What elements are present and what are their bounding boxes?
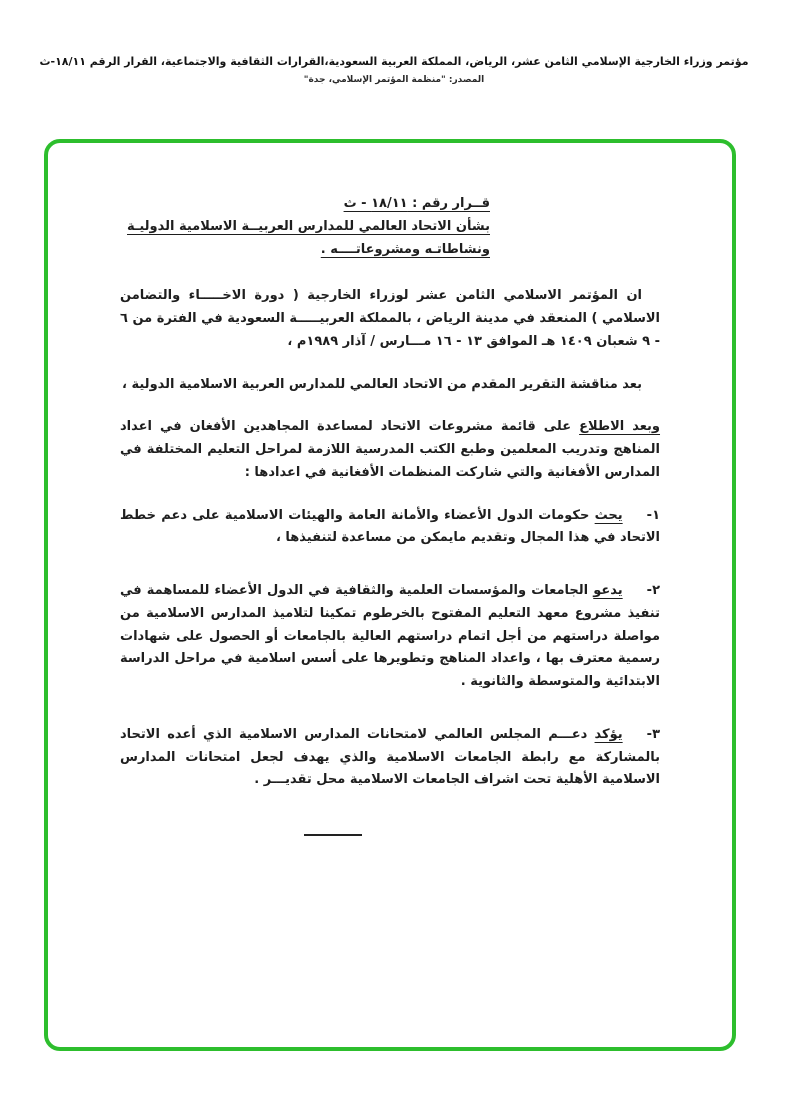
document-content	[48, 143, 732, 836]
preamble-review-lead: وبعد الاطلاع	[579, 419, 661, 435]
item-3-lead: يؤكد	[594, 726, 623, 742]
citation-header	[24, 54, 764, 85]
resolution-number-line	[127, 193, 490, 216]
resolution-subject: بشأن الاتحاد العالمي للمدارس العربيــة الاسلامية الدوليـة	[127, 218, 490, 234]
resolution-item-3	[120, 724, 660, 792]
preamble-review-rest: على قائمة مشروعات الاتحاد لمساعدة المجاهدين الأفغان في اعداد المناهج وتدريب المعلمين وطبع الكتب المدرسية اللازمة لمراحل التعليم المختلفة في المدارس الأفغانية والتي شاركت المنظمات الأفغانية في اعدادها :	[120, 419, 660, 480]
resolution-subject-cont: ونشاطاتـه ومشروعاتــــه .	[320, 241, 490, 257]
item-2-number: ٢-	[646, 583, 660, 598]
source-line: المصدر: "منظمة المؤتمر الإسلامي، جدة"	[303, 75, 485, 86]
resolution-subject-cont-line	[127, 239, 490, 262]
resolution-number: قــرار رقم : ١٨/١١ - ث	[343, 196, 490, 211]
document-frame	[44, 139, 736, 1051]
item-1-lead: يحث	[594, 507, 623, 523]
resolution-subject-line	[127, 216, 490, 239]
resolution-item-2	[120, 580, 660, 694]
separator-line	[304, 834, 362, 836]
citation-line: مؤتمر وزراء الخارجية الإسلامي الثامن عشر، الرياض، المملكة العربية السعودية،القرارات الثقافية والاجتماعية، القرار الرقم ١٨/١١-ث	[39, 55, 749, 68]
resolution-item-1	[120, 505, 660, 551]
item-1-number: ١-	[646, 507, 660, 523]
item-2-lead: يدعو	[593, 583, 623, 598]
preamble-session: ان المؤتمر الاسلامي الثامن عشر لوزراء الخارجية ( دورة الاخـــــاء والتضامن الاسلامي ) المنعقد في مدينة الرياض ، بالمملكة العربيـــــة السعودية في الفترة من ٦ - ٩ شعبان ١٤٠٩ هـ الموافق ١٣ - ١٦ مـــارس / آذار ١٩٨٩م ،	[120, 288, 660, 349]
resolution-title	[127, 193, 490, 261]
item-1-text: حكومات الدول الأعضاء والأمانة العامة والهيئات الاسلامية على دعم خطط الاتحاد في هذا المجال وتقديم مايمكن من مساعدة لتنفيذها ،	[120, 507, 660, 546]
preamble-report: بعد مناقشة التقرير المقدم من الاتحاد العالمي للمدارس العربية الاسلامية الدولية ،	[122, 376, 642, 392]
preamble-review	[120, 416, 660, 484]
item-2-text: الجامعات والمؤسسات العلمية والثقافية في الدول الأعضاء للمساهمة في تنفيذ مشروع معهد التعليم المفتوح بالخرطوم تمكينا لتلاميذ المدارس الاسلامية من مواصلة دراستهم من أجل اتمام دراستهم العالية بالجامعات أو الحصول على شهادات رسمية معترف بها ، واعداد المناهج وتطويرها على أسس اسلامية في مراحل الدراسة الابتدائية والمتوسطة والثانوية .	[120, 583, 660, 689]
item-3-number: ٣-	[646, 726, 660, 742]
item-3-text: دعـــم المجلس العالمي لامتحانات المدارس الاسلامية الذي أعده الاتحاد بالمشاركة مع رابطة الجامعات الاسلامية والذي يهدف لجعل امتحانات المدارس الاسلامية الأهلية تحت اشراف الجامعات الاسلامية محل تقديـــر .	[120, 726, 660, 788]
